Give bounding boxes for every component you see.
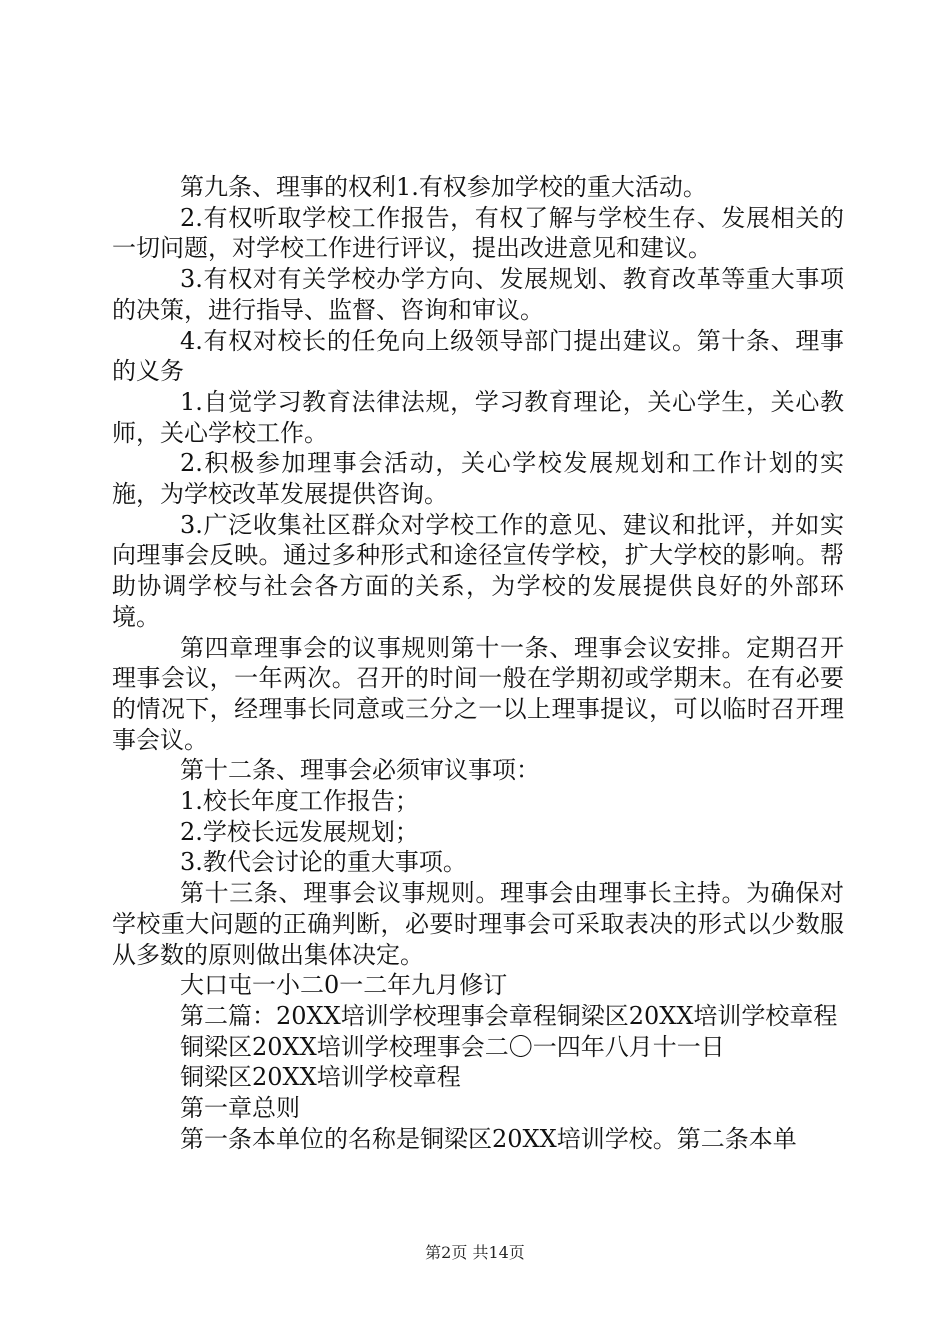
- document-body: [112, 172, 844, 1155]
- paragraph: 大口屯一小二0一二年九月修订: [180, 971, 508, 1000]
- paragraph: 1.校长年度工作报告；: [180, 787, 419, 816]
- paragraph: 2.积极参加理事会活动，关心学校发展规划和工作计划的实施，为学校改革发展提供咨询。: [112, 449, 844, 509]
- paragraph: 第十二条、理事会必须审议事项：: [180, 756, 540, 785]
- paragraph: 第一章总则: [180, 1094, 300, 1123]
- paragraph: 第二篇：20XX培训学校理事会章程铜梁区20XX培训学校章程: [180, 1001, 838, 1030]
- paragraph: 铜梁区20XX培训学校章程: [180, 1063, 461, 1092]
- paragraph: 4.有权对校长的任免向上级领导部门提出建议。第十条、理事的义务: [112, 326, 844, 386]
- paragraph: 3.有权对有关学校办学方向、发展规划、教育改革等重大事项的决策，进行指导、监督、咨询和审议。: [112, 265, 844, 324]
- paragraph: 铜梁区20XX培训学校理事会二〇一四年八月十一日: [180, 1032, 725, 1061]
- paragraph: 第一条本单位的名称是铜梁区20XX培训学校。第二条本单: [180, 1124, 797, 1153]
- paragraph: 3.教代会讨论的重大事项。: [180, 848, 467, 877]
- paragraph: 3.广泛收集社区群众对学校工作的意见、建议和批评，并如实向理事会反映。通过多种形式和途径宣传学校，扩大学校的影响。帮助协调学校与社会各方面的关系，为学校的发展提供良好的外部环境。: [112, 510, 844, 631]
- paragraph: 第十三条、理事会议事规则。理事会由理事长主持。为确保对学校重大问题的正确判断，必要时理事会可采取表决的形式以少数服从多数的原则做出集体决定。: [112, 879, 844, 969]
- page-number-footer: 第2页 共14页: [425, 1243, 525, 1262]
- paragraph: 2.有权听取学校工作报告，有权了解与学校生存、发展相关的一切问题，对学校工作进行评议，提出改进意见和建议。: [112, 203, 844, 263]
- paragraph: 1.自觉学习教育法律法规，学习教育理论，关心学生，关心教师，关心学校工作。: [112, 387, 844, 447]
- paragraph: 第九条、理事的权利1.有权参加学校的重大活动。: [180, 173, 707, 201]
- paragraph: 第四章理事会的议事规则第十一条、理事会议安排。定期召开理事会议，一年两次。召开的时间一般在学期初或学期末。在有必要的情况下，经理事长同意或三分之一以上理事提议，可以临时召开理事会议。: [112, 633, 844, 754]
- paragraph: 2.学校长远发展规划；: [180, 817, 419, 846]
